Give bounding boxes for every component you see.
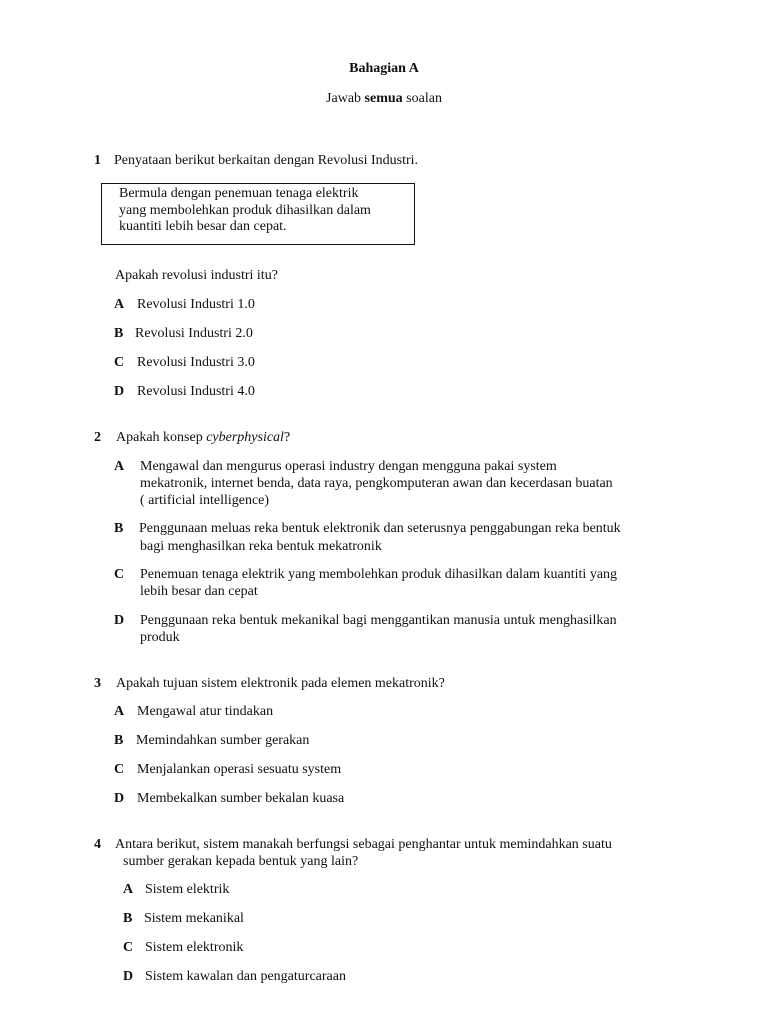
stem-suffix: ?: [283, 430, 291, 445]
option-letter: D: [114, 613, 125, 628]
question-stem: Apakah tujuan sistem elektronik pada elemen mekatronik?: [116, 676, 445, 691]
option-letter: A: [123, 882, 134, 897]
option-text: Revolusi Industri 3.0: [137, 355, 255, 370]
question-number: 1: [94, 153, 101, 168]
option-letter: C: [114, 355, 125, 370]
option-text-line: mekatronik, internet benda, data raya, pengkomputeran awan dan kecerdasan buatan: [140, 476, 613, 491]
option-text-line: bagi menghasilkan reka bentuk mekatronik: [140, 539, 382, 554]
option-text-line: ( artificial intelligence): [140, 493, 270, 508]
instruction-bold: semua: [364, 91, 403, 106]
option-letter: C: [123, 940, 134, 955]
option-letter: B: [114, 326, 124, 341]
question-prompt: Apakah revolusi industri itu?: [115, 268, 278, 283]
option-text-line: produk: [140, 630, 180, 645]
question-number: 3: [94, 676, 101, 691]
option-letter: D: [123, 969, 134, 984]
instruction-suffix: soalan: [402, 91, 442, 106]
option-text: Sistem elektrik: [145, 882, 230, 897]
instruction: [0, 90, 768, 107]
statement-line: kuantiti lebih besar dan cepat.: [119, 219, 287, 234]
stem-prefix: Apakah konsep: [116, 430, 207, 445]
option-letter: A: [114, 297, 125, 312]
stem-italic: cyberphysical: [206, 430, 284, 445]
option-text: Memindahkan sumber gerakan: [136, 733, 310, 748]
option-letter: B: [123, 911, 133, 926]
instruction-prefix: Jawab: [326, 91, 365, 106]
option-text: Membekalkan sumber bekalan kuasa: [137, 791, 345, 806]
option-text: Mengawal atur tindakan: [137, 704, 274, 719]
question-number: 2: [94, 430, 101, 445]
question-stem-line: sumber gerakan kepada bentuk yang lain?: [123, 854, 359, 869]
option-text-line: lebih besar dan cepat: [140, 584, 258, 599]
statement-line: yang membolehkan produk dihasilkan dalam: [119, 203, 371, 218]
option-letter: C: [114, 762, 125, 777]
statement-box: [101, 183, 415, 245]
option-letter: A: [114, 459, 125, 474]
option-letter: B: [114, 733, 124, 748]
option-text-line: Penggunaan reka bentuk mekanikal bagi menggantikan manusia untuk menghasilkan: [140, 613, 617, 628]
option-letter: D: [114, 384, 125, 399]
option-text: Sistem mekanikal: [144, 911, 244, 926]
option-text-line: Penggunaan meluas reka bentuk elektronik dan seterusnya penggabungan reka bentuk: [139, 521, 621, 536]
option-text: Sistem kawalan dan pengaturcaraan: [145, 969, 346, 984]
question-stem-line: Antara berikut, sistem manakah berfungsi sebagai penghantar untuk memindahkan suatu: [115, 837, 612, 852]
question-stem: Penyataan berikut berkaitan dengan Revolusi Industri.: [114, 153, 419, 168]
option-letter: B: [114, 521, 124, 536]
option-text: Revolusi Industri 1.0: [137, 297, 255, 312]
option-letter: C: [114, 567, 125, 582]
option-text-line: Mengawal dan mengurus operasi industry dengan mengguna pakai system: [140, 459, 557, 474]
statement-line: Bermula dengan penemuan tenaga elektrik: [119, 186, 359, 201]
option-text-line: Penemuan tenaga elektrik yang membolehkan produk dihasilkan dalam kuantiti yang: [140, 567, 618, 582]
option-text: Sistem elektronik: [145, 940, 244, 955]
option-text: Revolusi Industri 4.0: [137, 384, 255, 399]
option-text: Menjalankan operasi sesuatu system: [137, 762, 342, 777]
question-number: 4: [94, 837, 101, 852]
option-text: Revolusi Industri 2.0: [135, 326, 253, 341]
section-title: Bahagian A: [349, 61, 419, 76]
option-letter: A: [114, 704, 125, 719]
question-stem: [116, 429, 290, 446]
option-letter: D: [114, 791, 125, 806]
